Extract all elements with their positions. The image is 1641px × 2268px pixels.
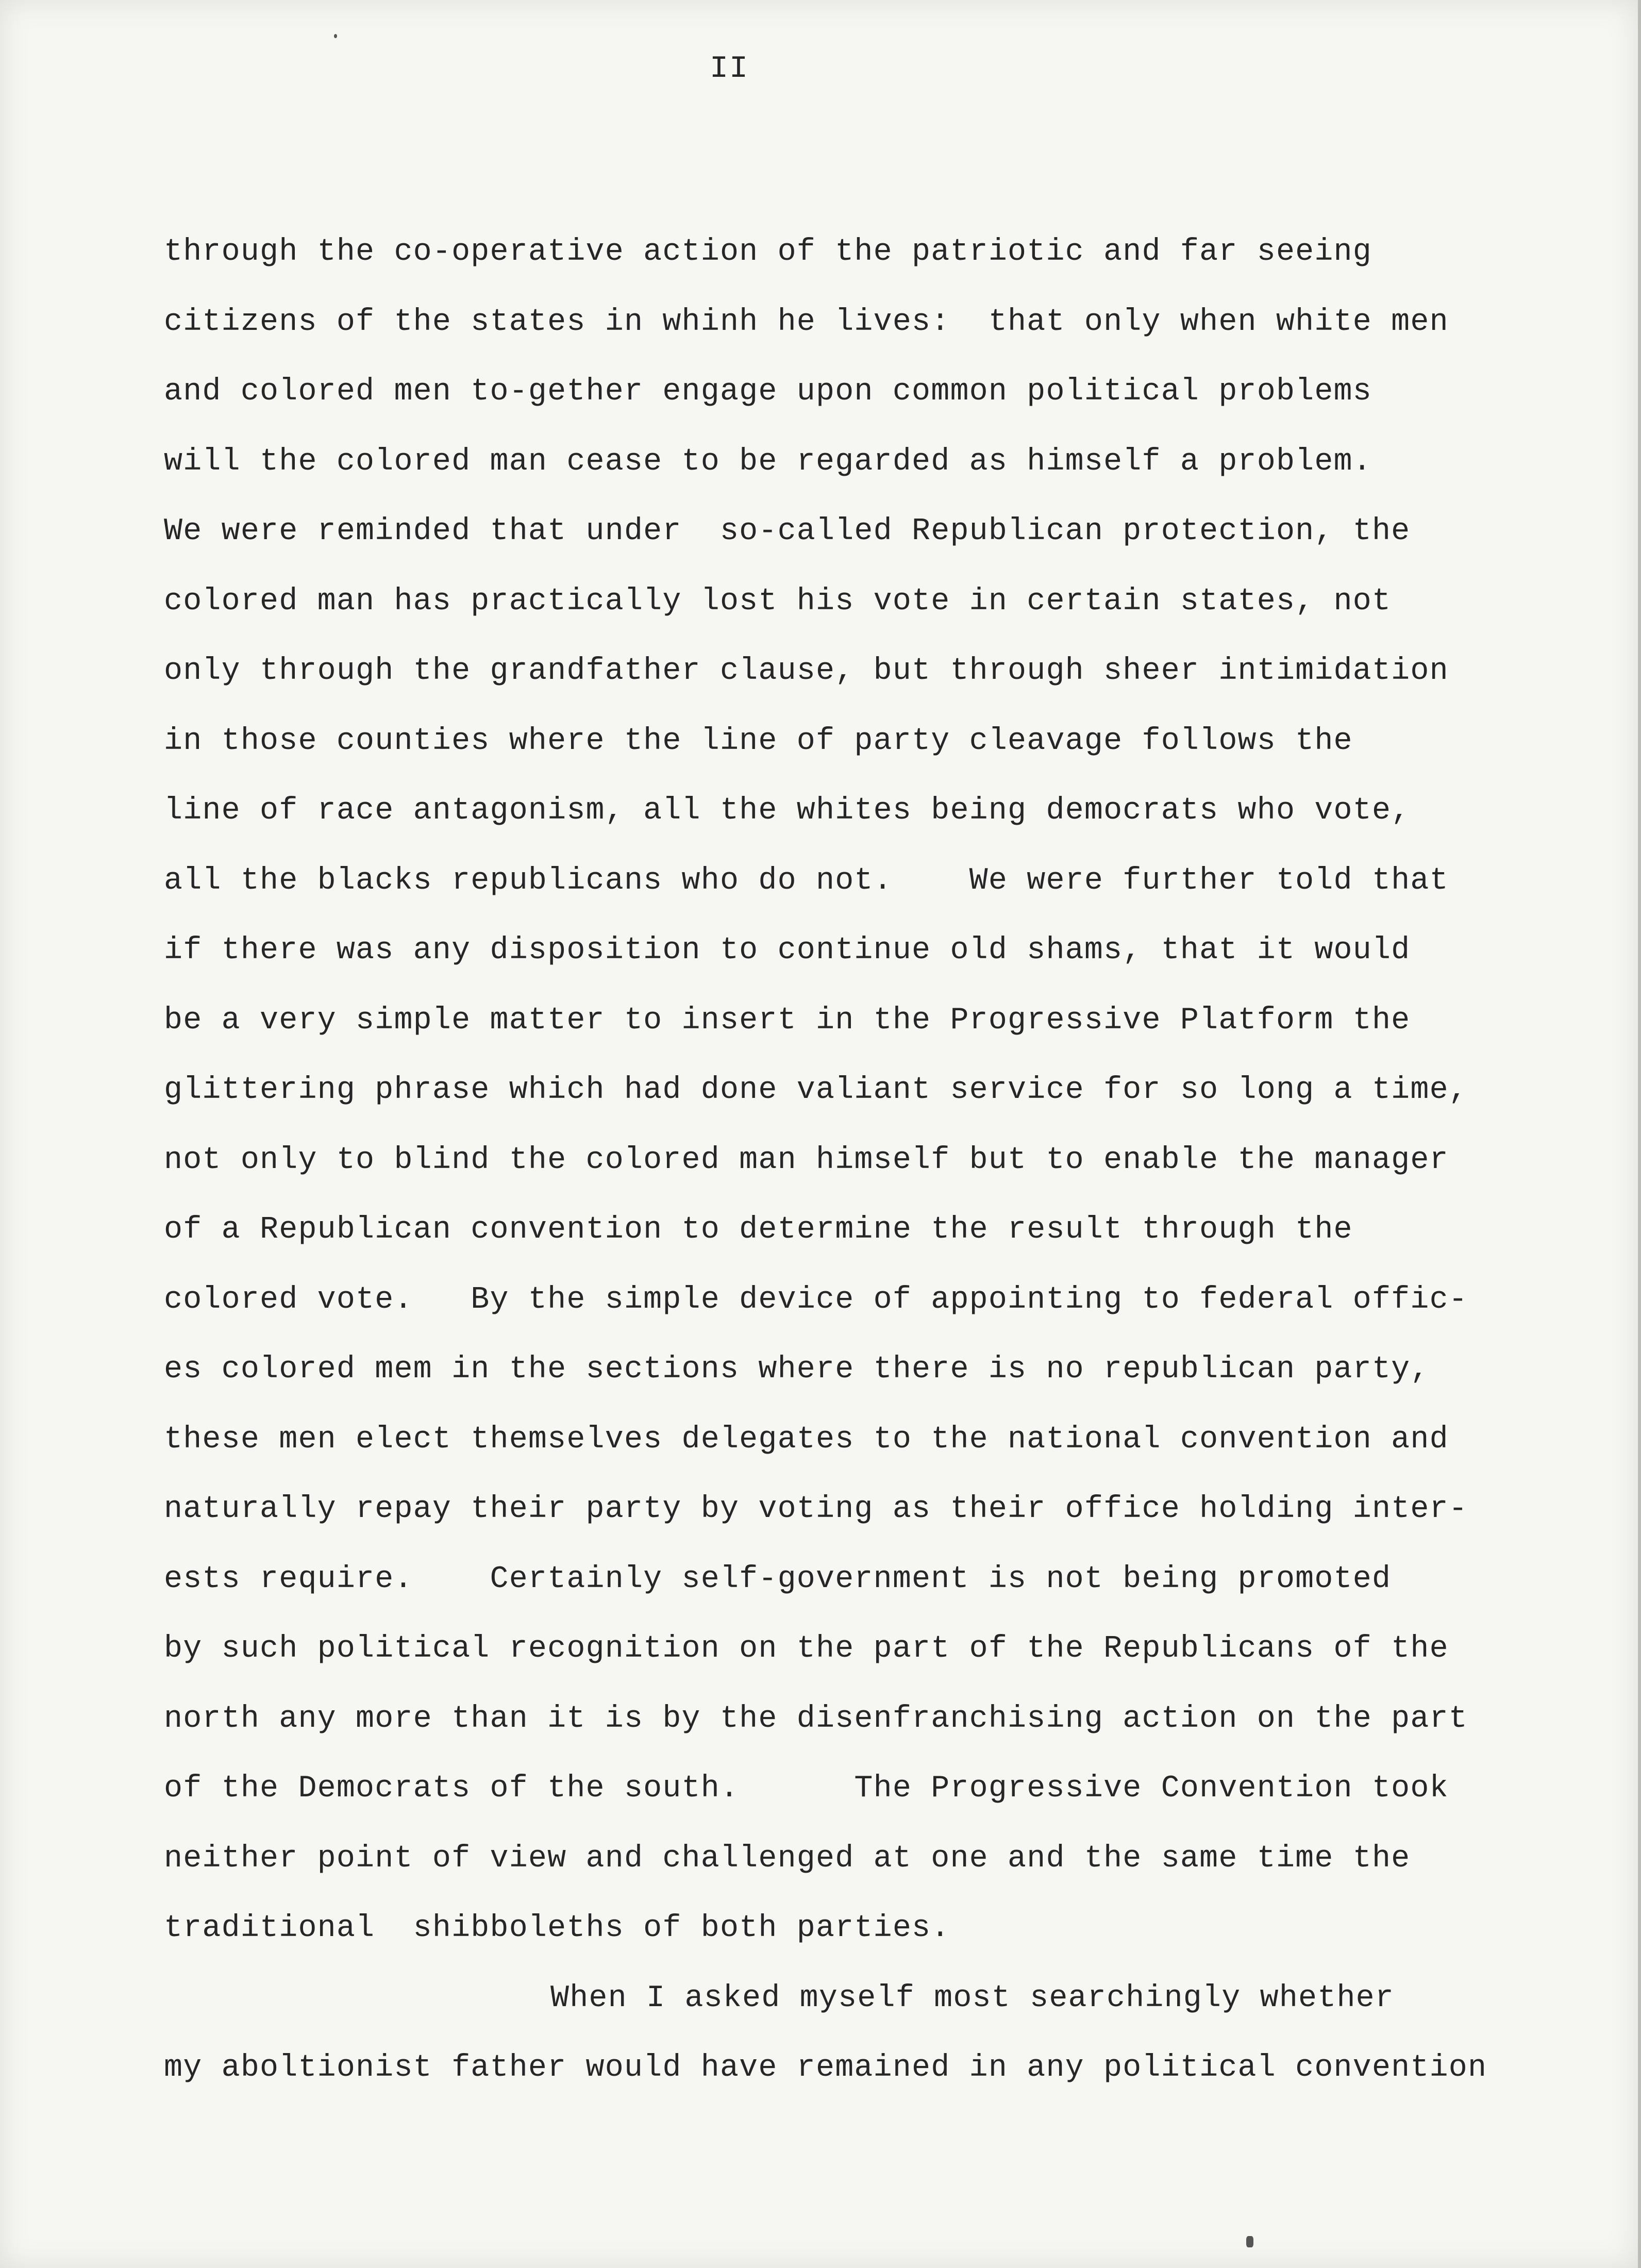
- body-text: [164, 218, 1514, 2104]
- text-line: these men elect themselves delegates to the national convention and: [164, 1422, 1449, 1457]
- text-line: es colored mem in the sections where there is no republican party,: [164, 1352, 1430, 1387]
- text-line: through the co-operative action of the patriotic and far seeing: [164, 235, 1372, 270]
- text-line: north any more than it is by the disenfranchising action on the part: [164, 1701, 1468, 1737]
- text-line: colored man has practically lost his vote in certain states, not: [164, 583, 1392, 619]
- paragraph-start-line: When I asked myself most searchingly whether: [550, 1980, 1395, 2016]
- text-line: only through the grandfather clause, but through sheer intimidation: [164, 654, 1449, 689]
- text-line: of a Republican convention to determine the result through the: [164, 1212, 1353, 1247]
- text-line: in those counties where the line of party cleavage follows the: [164, 723, 1353, 759]
- text-line: naturally repay their party by voting as their office holding inter-: [164, 1492, 1468, 1527]
- text-line: glittering phrase which had done valiant service for so long a time,: [164, 1073, 1468, 1108]
- text-line: citizens of the states in whinh he lives: that only when white men: [164, 304, 1449, 340]
- text-line: by such political recognition on the part of the Republicans of the: [164, 1631, 1449, 1666]
- text-line: if there was any disposition to continue old shams, that it would: [164, 933, 1411, 968]
- text-line: will the colored man cease to be regarded as himself a problem.: [164, 444, 1372, 479]
- text-line: We were reminded that under so-called Republican protection, the: [164, 514, 1411, 549]
- text-line: line of race antagonism, all the whites being democrats who vote,: [164, 793, 1411, 828]
- page-number: II: [709, 52, 749, 87]
- text-line: be a very simple matter to insert in the Progressive Platform the: [164, 1003, 1411, 1038]
- text-line: traditional shibboleths of both parties.: [164, 1911, 950, 1946]
- ink-speck: [334, 34, 337, 38]
- text-line: neither point of view and challenged at one and the same time the: [164, 1841, 1411, 1876]
- text-line: ests require. Certainly self-government is not being promoted: [164, 1561, 1392, 1597]
- text-line: all the blacks republicans who do not. We were further told that: [164, 863, 1449, 898]
- text-line: of the Democrats of the south. The Progressive Convention took: [164, 1771, 1449, 1806]
- text-line: and colored men to-gether engage upon common political problems: [164, 374, 1372, 409]
- text-line: my aboltionist father would have remained in any political convention: [164, 2050, 1487, 2086]
- ink-speck: [1246, 2236, 1253, 2247]
- text-line: not only to blind the colored man himself but to enable the manager: [164, 1142, 1449, 1178]
- text-line: colored vote. By the simple device of appointing to federal offic-: [164, 1282, 1468, 1318]
